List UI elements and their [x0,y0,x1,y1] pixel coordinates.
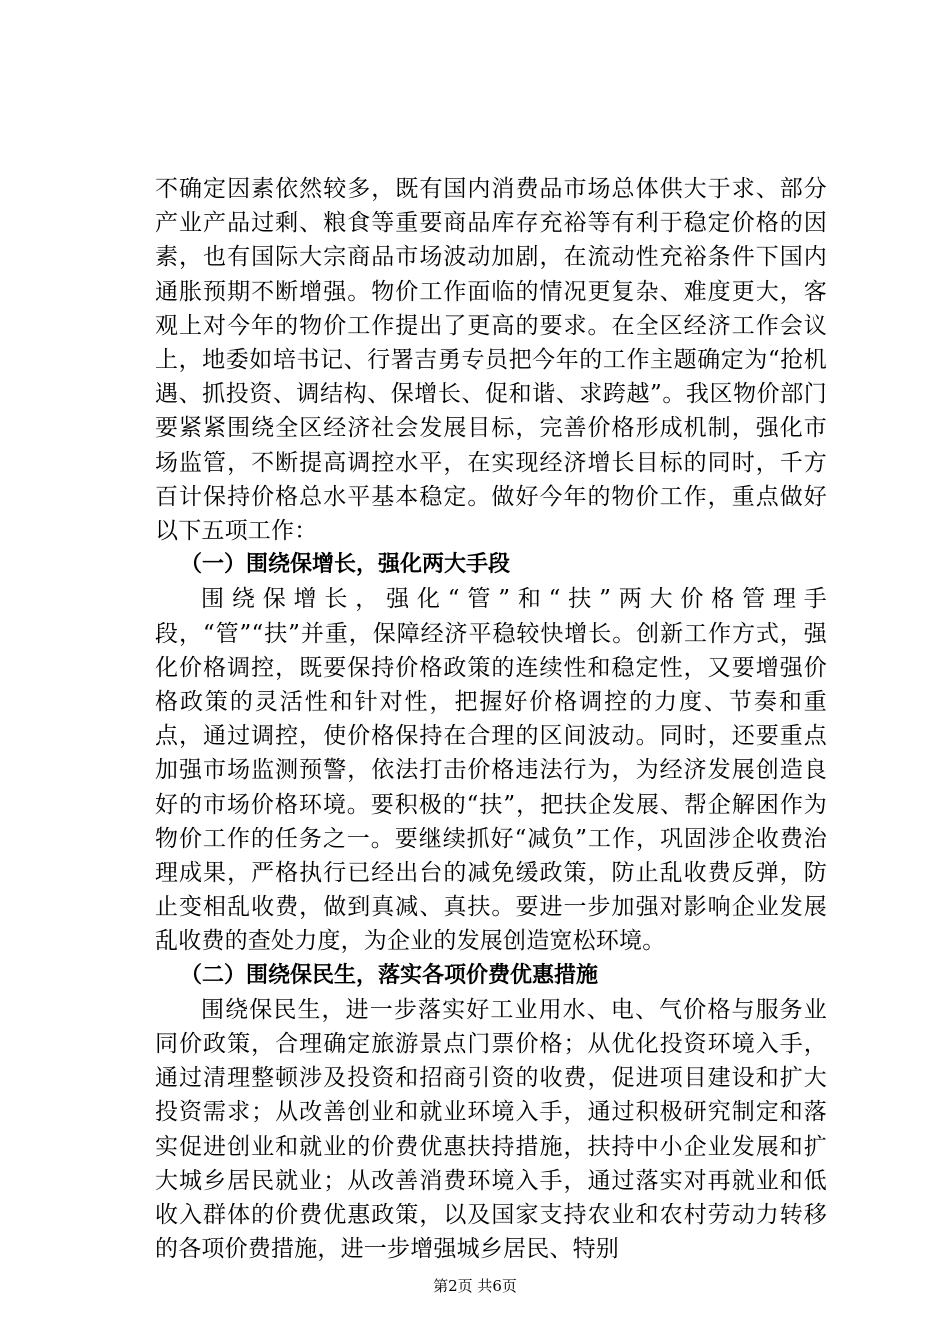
paragraph-intro-continued: 不确定因素依然较多，既有国内消费品市场总体供大于求、部分产业产品过剩、粮食等重要商品库存充裕等有利于稳定价格的因素，也有国际大宗商品市场波动加剧，在流动性充裕条件下国内通胀预期不断增强。物价工作面临的情况更复杂、难度更大，客观上对今年的物价工作提出了更高的要求。在全区经济工作会议上，地委如培书记、行署吉勇专员把今年的工作主题确定为“抢机遇、抓投资、调结构、保增长、促和谐、求跨越”。我区物价部门要紧紧围绕全区经济社会发展目标，完善价格形成机制，强化市场监管，不断提高调控水平，在实现经济增长目标的同时，千方百计保持价格总水平基本稳定。做好今年的物价工作，重点做好以下五项工作： [155,176,827,545]
section-heading-2: （二）围绕保民生，落实各项价费优惠措施 [180,962,599,988]
page-number-footer: 第2页 共6页 [433,1277,517,1295]
paragraph-section-2: 围绕保民生，进一步落实好工业用水、电、气价格与服务业同价政策，合理确定旅游景点门票价格；从优化投资环境入手，通过清理整顿涉及投资和招商引资的收费，促进项目建设和扩大投资需求；从改善创业和就业环境入手，通过积极研究制定和落实促进创业和就业的价费优惠扶持措施，扶持中小企业发展和扩大城乡居民就业；从改善消费环境入手，通过落实对再就业和低收入群体的价费优惠政策，以及国家支持农业和农村劳动力转移的各项价费措施，进一步增强城乡居民、特别 [155,996,827,1263]
section-heading-1: （一）围绕保增长，强化两大手段 [180,552,511,578]
paragraph-section-1: 围绕保增长，强化“管”和“扶”两大价格管理手段，“管”“扶”并重，保障经济平稳较快增长。创新工作方式，强化价格调控，既要保持价格政策的连续性和稳定性，又要增强价格政策的灵活性和针对性，把握好价格调控的力度、节奏和重点，通过调控，使价格保持在合理的区间波动。同时，还要重点加强市场监测预警，依法打击价格违法行为，为经济发展创造良好的市场价格环境。要积极的“扶”，把扶企发展、帮企解困作为物价工作的任务之一。要继续抓好“减负”工作，巩固涉企收费治理成果，严格执行已经出台的减免缓政策，防止乱收费反弹，防止变相乱收费，做到真减、真扶。要进一步加强对影响企业发展乱收费的查处力度，为企业的发展创造宽松环境。 [155,586,827,955]
document-body [155,172,827,1267]
